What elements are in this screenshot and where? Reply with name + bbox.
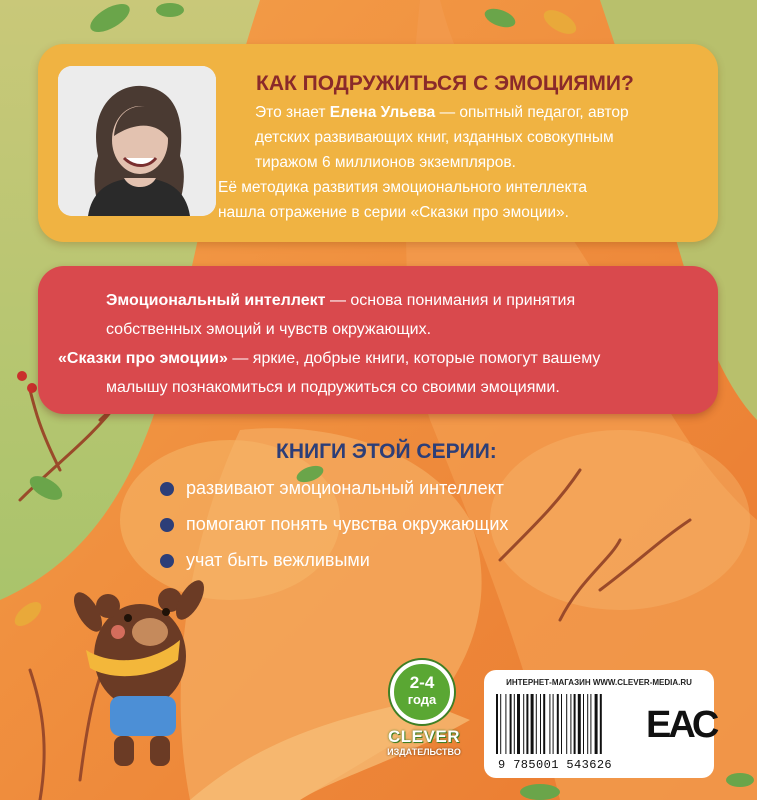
info-term-1-text: — основа понимания и принятия xyxy=(325,292,576,309)
author-line-3: тиражом 6 миллионов экземпляров. xyxy=(255,154,516,171)
age-unit: года xyxy=(407,692,437,707)
info-line-2: собственных эмоций и чувств окружающих. xyxy=(106,321,432,338)
info-term-1: Эмоциональный интеллект xyxy=(106,292,326,309)
author-line-1-prefix: Это знает xyxy=(255,104,330,121)
isbn-number: 9 785001 543626 xyxy=(498,758,613,772)
bullet-dot-icon xyxy=(160,554,174,568)
info-card xyxy=(38,266,718,414)
shop-url-text: ИНТЕРНЕТ-МАГАЗИН WWW.CLEVER-MEDIA.RU xyxy=(506,678,692,687)
author-card xyxy=(38,44,718,242)
series-item-text: учат быть вежливыми xyxy=(186,550,370,570)
author-portrait-image xyxy=(58,66,216,216)
author-line-5: нашла отражение в серии «Сказки про эмоции». xyxy=(218,204,569,221)
bullet-dot-icon xyxy=(160,482,174,496)
series-item-text: развивают эмоциональный интеллект xyxy=(186,478,504,498)
info-card-text xyxy=(58,286,708,402)
info-term-2: «Сказки про эмоции» xyxy=(58,350,228,367)
publisher-brand: CLEVER xyxy=(388,727,460,746)
author-description xyxy=(218,100,693,225)
barcode-panel xyxy=(484,670,717,778)
bullet-dot-icon xyxy=(160,518,174,532)
info-term-2-text: — яркие, добрые книги, которые помогут вашему xyxy=(227,350,601,367)
publisher-subtitle: ИЗДАТЕЛЬСТВО xyxy=(387,747,461,757)
eac-mark: ЕАС xyxy=(646,704,717,746)
author-line-2: детских развивающих книг, изданных совокупным xyxy=(255,129,614,146)
author-line-1-suffix: — опытный педагог, автор xyxy=(435,104,629,121)
series-item-text: помогают понять чувства окружающих xyxy=(186,514,509,534)
series-title: КНИГИ ЭТОЙ СЕРИИ: xyxy=(276,440,497,463)
author-line-4: Её методика развития эмоционального интеллекта xyxy=(218,179,588,196)
publisher-logo xyxy=(374,727,474,757)
barcode-icon xyxy=(494,694,644,756)
age-range: 2-4 xyxy=(409,673,435,692)
author-line-1 xyxy=(218,100,693,125)
author-photo xyxy=(58,66,216,216)
info-line-4: малышу познакомиться и подружиться со своими эмоциями. xyxy=(106,379,560,396)
age-badge xyxy=(390,660,454,724)
info-line-1 xyxy=(58,286,708,315)
author-card-title: КАК ПОДРУЖИТЬСЯ С ЭМОЦИЯМИ? xyxy=(256,72,634,95)
author-name: Елена Ульева xyxy=(329,104,436,121)
info-line-3 xyxy=(58,344,708,373)
